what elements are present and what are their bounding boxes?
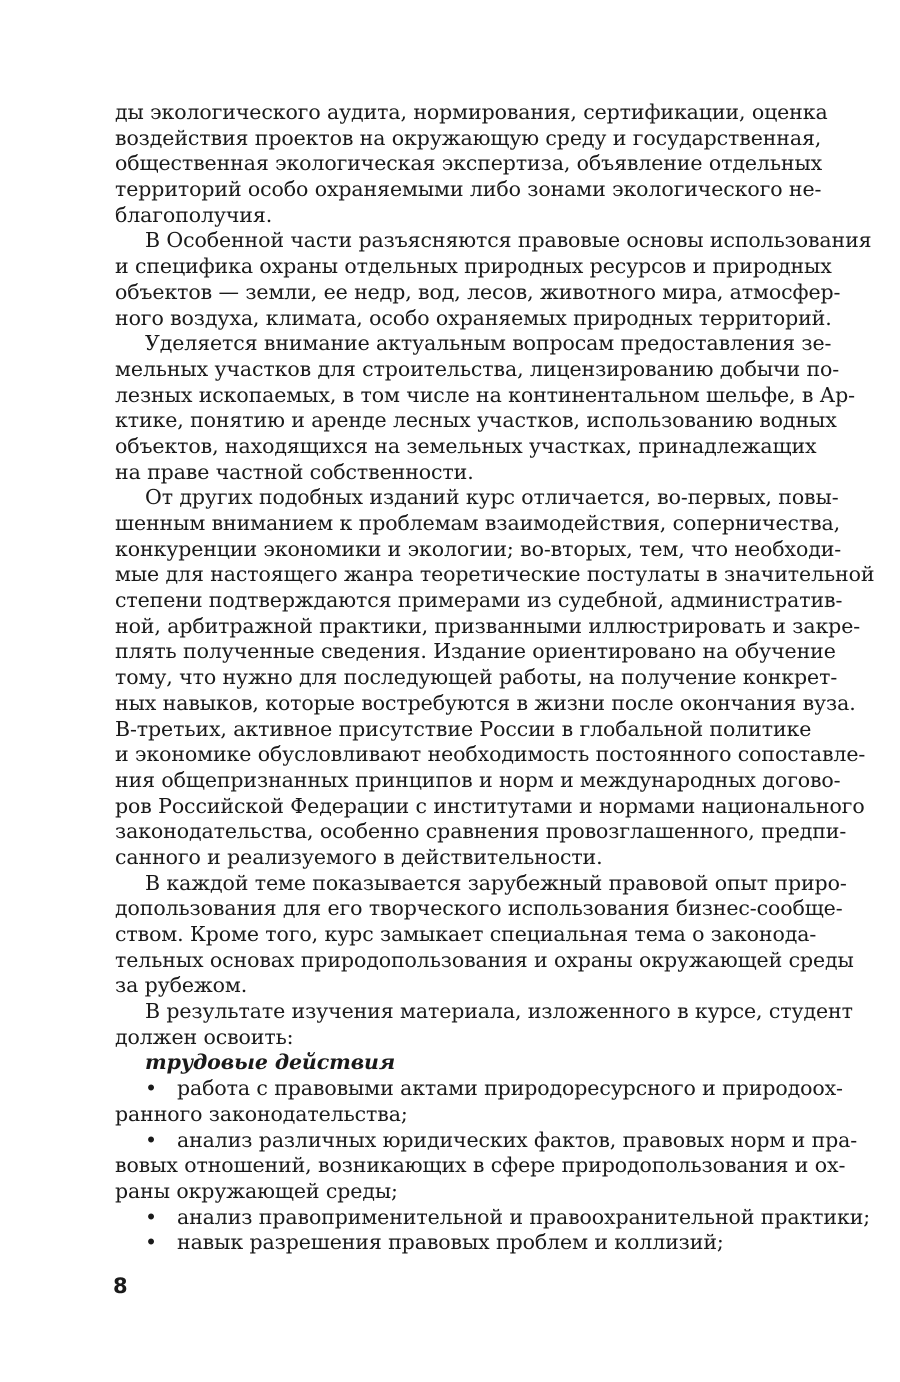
text-line: и экономике обусловливают необходимость постоянного сопоставле- <box>115 742 866 767</box>
text-line: ров Российской Федерации с институтами и нормами национального <box>115 793 865 818</box>
text-line: воздействия проектов на окружающую среду и государственная, <box>115 125 822 150</box>
list-item-text: анализ правоприменительной и правоохранительной практики; <box>177 1204 871 1229</box>
text-line: вовых отношений, возникающих в сфере природопользования и ох- <box>115 1153 846 1178</box>
text-line: должен освоить: <box>115 1024 294 1049</box>
list-item <box>115 1230 787 1256</box>
text-line: допользования для его творческого использования бизнес-сообще- <box>115 896 843 921</box>
text-line: В Особенной части разъясняются правовые основы использования <box>145 228 872 253</box>
list-item <box>115 1204 871 1231</box>
text-line: на праве частной собственности. <box>115 459 474 484</box>
text-line: ством. Кроме того, курс замыкает специальная тема о законода- <box>115 922 817 946</box>
bullet: • <box>145 1127 157 1152</box>
text-line: От других подобных изданий курс отличается, во-первых, повы- <box>145 485 839 510</box>
text-line: и специфика охраны отдельных природных ресурсов и природных <box>115 254 832 279</box>
text-line: В результате изучения материала, изложенного в курсе, студент <box>145 999 853 1024</box>
body-text <box>115 100 875 1256</box>
text-line: ния общепризнанных принципов и норм и международных догово- <box>115 767 841 792</box>
page-number: 8 <box>113 1274 128 1298</box>
text-line: степени подтверждаются примерами из судебной, административ- <box>115 588 843 613</box>
list-item <box>115 1076 843 1102</box>
text-line: тельных основах природопользования и охраны окружающей среды <box>115 947 854 972</box>
text-line: ного воздуха, климата, особо охраняемых природных территорий. <box>115 305 832 330</box>
text-line: мельных участков для строительства, лицензированию добычи по- <box>115 356 840 381</box>
text-line: В-третьих, активное присутствие России в глобальной политике <box>115 716 812 741</box>
text-line: санного и реализуемого в действительности. <box>115 844 603 869</box>
text-line: за рубежом. <box>115 973 248 998</box>
text-line: лезных ископаемых, в том числе на континентальном шельфе, в Ар- <box>115 382 855 407</box>
text-line: конкуренции экономики и экологии; во-вторых, тем, что необходи- <box>115 536 842 561</box>
text-line: ды экологического аудита, нормирования, сертификации, оценка <box>115 100 828 124</box>
text-line: территорий особо охраняемыми либо зонами экологического не- <box>115 177 822 202</box>
text-line: ных навыков, которые востребуются в жизни после окончания вуза. <box>115 690 856 715</box>
text-line: раны окружающей среды; <box>115 1178 398 1203</box>
text-line: объектов — земли, ее недр, вод, лесов, животного мира, атмосфер- <box>115 279 841 304</box>
text-line: ранного законодательства; <box>115 1101 408 1126</box>
subheading: трудовые действия <box>145 1050 396 1075</box>
text-line: шенным вниманием к проблемам взаимодействия, соперничества, <box>115 511 841 535</box>
bullet: • <box>145 1230 157 1255</box>
text-line: объектов, находящихся на земельных участках, принадлежащих <box>115 433 817 458</box>
text-line: плять полученные сведения. Издание ориентировано на обучение <box>115 639 836 664</box>
text-line: мые для настоящего жанра теоретические постулаты в значительной <box>115 562 875 587</box>
bullet: • <box>145 1204 157 1229</box>
text-line: тому, что нужно для последующей работы, на получение конкрет- <box>115 665 838 690</box>
list-item-text: анализ различных юридических фактов, правовых норм и пра- <box>177 1127 858 1152</box>
text-line: В каждой теме показывается зарубежный правовой опыт приро- <box>145 870 847 895</box>
text-line: ктике, понятию и аренде лесных участков, использованию водных <box>115 408 837 433</box>
list-item <box>115 1127 858 1154</box>
text-line: ной, арбитражной практики, призванными иллюстрировать и закре- <box>115 613 861 638</box>
list-item-text: навык разрешения правовых проблем и коллизий; <box>177 1230 724 1255</box>
bullet: • <box>145 1076 157 1101</box>
text-line: общественная экологическая экспертиза, объявление отдельных <box>115 151 823 176</box>
text-line: законодательства, особенно сравнения провозглашенного, предпи- <box>115 819 847 844</box>
text-line: Уделяется внимание актуальным вопросам предоставления зе- <box>145 331 832 356</box>
list-item-text: работа с правовыми актами природоресурсного и природоох- <box>177 1076 843 1101</box>
text-line: благополучия. <box>115 202 273 227</box>
